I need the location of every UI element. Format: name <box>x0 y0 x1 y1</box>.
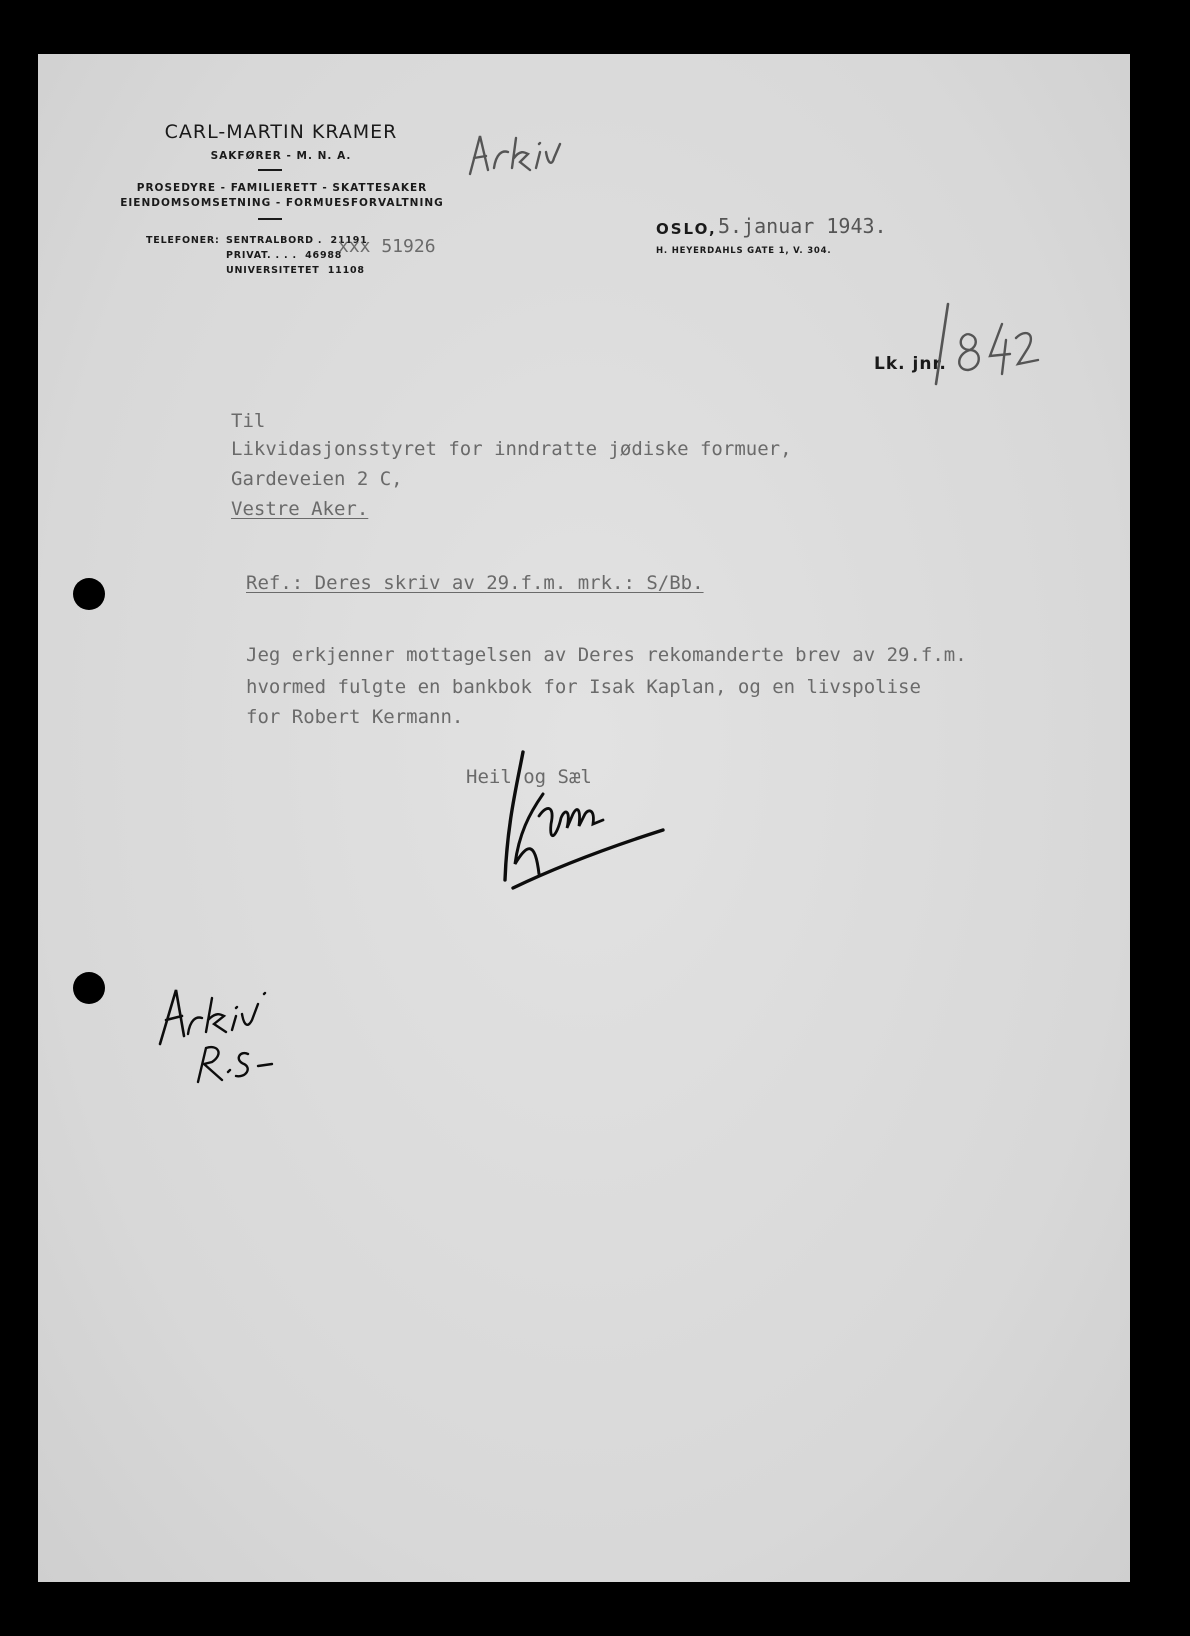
body-line-1: Jeg erkjenner mottagelsen av Deres rekomanderte brev av 29.f.m. <box>246 644 967 666</box>
journal-label: Lk. jnr. <box>874 354 947 374</box>
city: OSLO, <box>656 220 717 238</box>
typed-phone-override: xxx 51926 <box>338 236 436 257</box>
phone-switchboard: SENTRALBORD . 21191 <box>226 235 368 246</box>
divider <box>258 218 282 220</box>
handwritten-margin-note <box>148 954 298 1094</box>
recipient-line-3: Vestre Aker. <box>231 498 369 520</box>
recipient-line-2: Gardeveien 2 C, <box>231 468 403 490</box>
punch-hole <box>73 972 105 1004</box>
specialties-line-2: EIENDOMSOMSETNING - FORMUESFORVALTNING <box>120 197 444 209</box>
phone-label: TELEFONER: <box>146 235 220 246</box>
letter-date: 5.januar 1943. <box>718 214 887 238</box>
phone-private: PRIVAT. . . . 46988 <box>226 250 343 261</box>
sender-address: H. HEYERDAHLS GATE 1, V. 304. <box>656 246 832 256</box>
phone-university: UNIVERSITETET 11108 <box>226 265 365 276</box>
signature <box>493 744 683 894</box>
recipient-line-1: Likvidasjonsstyret for inndratte jødiske formuer, <box>231 438 792 460</box>
sender-title: SAKFØRER - M. N. A. <box>210 150 352 162</box>
body-line-3: for Robert Kermann. <box>246 706 464 728</box>
letter-page <box>38 54 1130 1582</box>
handwritten-journal-number <box>918 284 1048 394</box>
body-line-2: hvormed fulgte en bankbok for Isak Kaplan, og en livspolise <box>246 676 921 698</box>
divider <box>258 169 282 171</box>
punch-hole <box>73 578 105 610</box>
closing: Heil og Sæl <box>466 766 592 788</box>
specialties-line-1: PROSEDYRE - FAMILIERETT - SKATTESAKER <box>136 182 428 194</box>
salutation-to: Til <box>231 410 266 432</box>
sender-name: CARL-MARTIN KRAMER <box>164 121 398 143</box>
reference-line: Ref.: Deres skriv av 29.f.m. mrk.: S/Bb. <box>246 572 704 594</box>
handwritten-arkiv-top <box>458 124 578 184</box>
